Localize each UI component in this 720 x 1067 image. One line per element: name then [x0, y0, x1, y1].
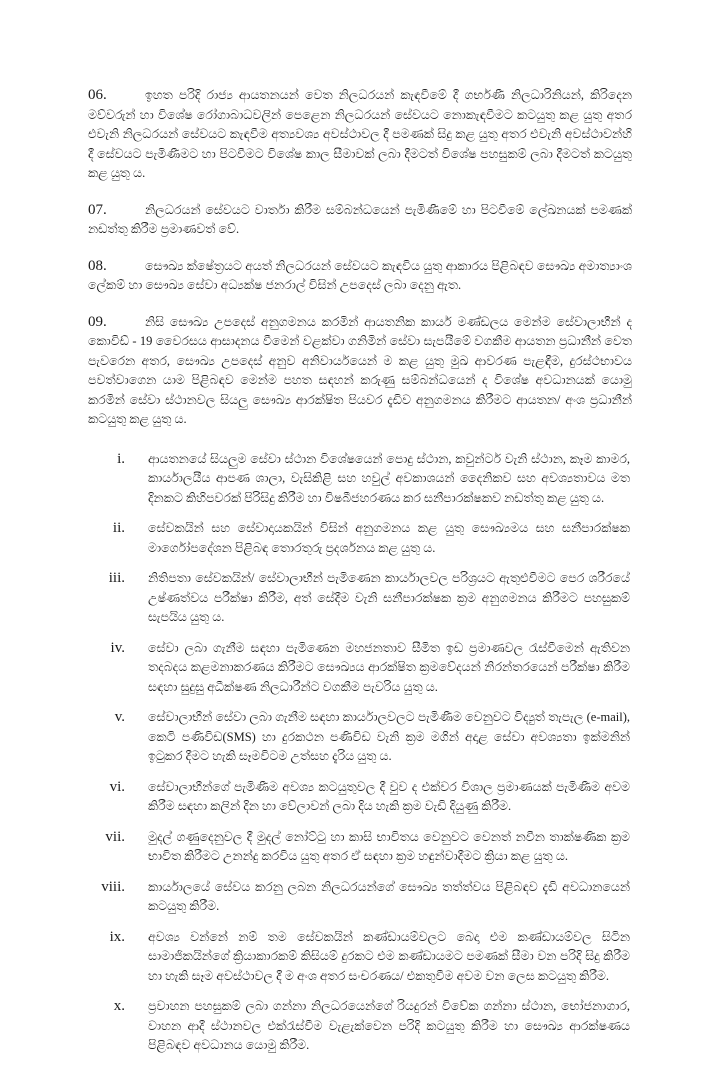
paragraph-09	[88, 313, 632, 430]
paragraph-number: 09.	[88, 313, 107, 330]
document-page	[88, 86, 632, 1067]
item-text: සේවාලාභීන්ගේ පැමිණීම අවශ්‍ය කටයුතුවල දී වුව ද එක්වර විශාල ප්‍රමාණයක් පැමිණීම අවම කිරීම සඳහා කලින් දින හා වේලාවන් ලබා දිය හැකි ක්‍රම වැඩි දියුණු කිරීම.	[148, 779, 630, 813]
item-numeral: v.	[114, 709, 125, 725]
list-item	[88, 997, 632, 1056]
item-numeral: i.	[117, 450, 125, 467]
list-item	[88, 828, 632, 867]
list-item	[88, 450, 632, 509]
item-numeral: x.	[113, 998, 125, 1014]
paragraph-number: 06.	[88, 87, 107, 103]
paragraph-06	[88, 86, 632, 184]
paragraph-text: නිසි සෞඛ්‍ය උපදෙස් අනුගමනය කරමින් ආයතනික කාර්ය මණ්ඩලය මෙන්ම සේවාලාභීන් ද කොවිඩ් - 19 වෛරසය ආසාදනය වීමෙන් වළක්වා ගනිමින් සේවා සැපයීමේ වගකීම ආයතන ප්‍රධානීන් වෙත පැවරෙන අතර, සෞඛ්‍ය උපදෙස් අනුව අනිවාර්යයෙන් ම කළ යුතු මුඛ ආවරණ පැළඳීම, දුරස්ථභාවය පවත්වාගෙන යාම පිළිබඳව මෙන්ම පහත සඳහන් කරුණු සම්බන්ධයෙන් ද විශේෂ අවධානයක් යොමු කරමින් සේවා ස්ථානවල සියලු සෞඛ්‍ය ආරක්ෂිත පියවර දැඩිව අනුගමනය කිරීමට ආයතන/ අංශ ප්‍රධානීන් කටයුතු කළ යුතු ය.	[88, 314, 632, 426]
item-numeral: vii.	[105, 828, 125, 845]
list-item	[88, 519, 632, 558]
list-item	[88, 569, 632, 628]
paragraph-08	[88, 257, 632, 296]
item-text: සේවකයින් සහ සේවාදායකයින් විසින් අනුගමනය කළ යුතු සෞඛ්‍යමය සහ සනීපාරක්ෂක මාර්ගෝපදේශන පිළිබඳ තොරතුරු ප්‍රදර්ශනය කළ යුතු ය.	[148, 521, 630, 555]
list-item	[88, 639, 632, 698]
paragraph-text: ඉහත පරිදි රාජ්‍ය ආයතනයන් වෙත නිලධරයන් කැඳවීමේ දී ගර්භණී නිලධාරිනියන්, කිරිදෙන මව්වරුන් හා විශේෂ රෝගාබාධවලින් පෙළෙන නිලධරයන් සේවයට නොකැඳවීමට කටයුතු කළ යුතු අතර එවැනි නිලධරයන් සේවයට කැඳවීම අත්‍යවශ්‍ය අවස්ථාවල දී පමණක් සිදු කළ යුතු අතර එවැනි අවස්ථාවන්හි දී සේවයට පැමිණීමට හා පිටවීමට විශේෂ කාල සීමාවක් ලබා දීමටත් විශේෂ පහසුකම් ලබා දීමටත් කටයුතු කළ යුතු ය.	[88, 88, 632, 180]
list-item	[88, 878, 632, 917]
item-text: නිතිපතා සේවකයින්/ සේවාලාභීන් පැමිණෙන කාර්යාලවල පරිශ්‍රයට ඇතුළුවීමට පෙර ශරීරයේ උෂ්ණත්වය පරීක්ෂා කිරීම, අත් සේදීම වැනි සනීපාරක්ෂක ක්‍රම අනුගමනය කිරීමට පහසුකම් සැපයිය යුතු ය.	[148, 571, 630, 624]
item-text: අවශ්‍ය වන්නේ නම් තම සේවකයින් කණ්ඩායම්වලට බෙදා එම කණ්ඩායම්වල සිටින සාමාජිකයින්ගේ ක්‍රියාකාරකම් කිසියම් දුරකට එම කණ්ඩායමට පමණක් සීමා වන පරිදි සිදු කිරීම හා හැකි සෑම අවස්ථාවල දී ම අංශ අතර සංචරණය/ එකතුවීම අවම වන ලෙස කටයුතු කිරීම.	[148, 929, 630, 983]
item-numeral: viii.	[101, 878, 125, 895]
item-text: මුදල් ගණුදෙනුවල දී මුදල් නෝට්ටු හා කාසි භාවිතය වෙනුවට වෙනත් නවීන තාක්ෂණික ක්‍රම භාවිත කිරීමට උනන්දු කරවිය යුතු අතර ඒ සඳහා ක්‍රම හඳුන්වාදීමට ක්‍රියා කළ යුතු ය.	[148, 829, 630, 863]
item-text: කාර්යාලයේ සේවය කරනු ලබන නිලධරයන්ගේ සෞඛ්‍ය තත්ත්වය පිළිබඳව දැඩි අවධානයෙන් කටයුතු කිරීම.	[148, 879, 630, 913]
list-item	[88, 708, 632, 767]
paragraph-number: 07.	[88, 201, 107, 218]
item-numeral: iv.	[110, 639, 125, 656]
list-item	[88, 928, 632, 987]
item-text: සේවාලාභීන් සේවා ලබා ගැනීම සඳහා කාර්යාලවලට පැමිණීම වෙනුවට විද්‍යුත් තැපැල (e-mail), කෙටි පණිවිඩ(SMS) හා දුරකථන පණිවිඩ වැනි ක්‍රම මගින් අදාළ සේවා අවශ්‍යතා ඉක්මනින් ඉටුකර දීමට හැකි සෑමවිටම උත්සහ දැරිය යුතු ය.	[148, 710, 630, 763]
item-numeral: ix.	[109, 928, 125, 945]
item-numeral: ii.	[112, 520, 125, 536]
sub-item-list	[88, 450, 632, 1056]
item-numeral: vi.	[109, 778, 125, 795]
item-numeral: iii.	[108, 570, 125, 586]
item-text: ආයතනයේ සියලුම සේවා ස්ථාන විශේෂයෙන් පොදු ස්ථාන, කවුන්ටර් වැනි ස්ථාන, කෑම කාමර, කාර්යාලයීය ආපණ ශාලා, වැසිකිළි සහ හවුල් අවකාශයන් දෛනිකව සහ අවශ්‍යතාවය මත දිනකට කිහිපවරක් පිරිසිදු කිරීම හා විෂබීජහරණය කර සනීපාරක්ෂකව නඩත්තු කළ යුතු ය.	[148, 451, 630, 505]
paragraph-text: නිලධරයන් සේවයට වාර්තා කිරීම සම්බන්ධයෙන් පැමිණීමේ හා පිටවීමේ ලේඛනයක් පමණක් නඩත්තු කිරීම ප්‍රමාණවත් වේ.	[88, 202, 632, 236]
paragraph-text: සෞඛ්‍ය ක්ෂේත්‍රයට අයත් නිලධරයන් සේවයට කැඳවිය යුතු ආකාරය පිළිබඳව සෞඛ්‍ය අමාත්‍යාංශ ලේකම් හා සෞඛ්‍ය සේවා අධ්‍යක්ෂ ජනරාල් විසින් උපදෙස් ලබා දෙනු ඇත.	[88, 258, 632, 292]
item-text: ප්‍රවාහන පහසුකම් ලබා ගන්නා නිලධරයෙන්ගේ රියදුරන් විවේක ගන්නා ස්ථාන, භෝජනාගාර, වාහන ආදී ස්ථානවල එක්රැස්වීම වැළැක්වෙන පරිදි කටයුතු කිරීම හා සෞඛ්‍ය ආරක්ෂණය පිළිබඳව අවධානය යොමු කිරීම.	[148, 999, 630, 1052]
paragraph-07	[88, 201, 632, 240]
paragraph-number: 08.	[88, 257, 107, 274]
item-text: සේවා ලබා ගැනීම සඳහා පැමිණෙන මහජනතාව සීමිත ඉඩ ප්‍රමාණවල රැස්වීමෙන් ඇතිවන තදබදය කළමනාකරණය කිරීමට සෞඛ්‍යය ආරක්ෂිත ක්‍රමවේදයන් නිරන්තරයෙන් පරීක්ෂා කිරීම සඳහා සුදුසු අධීක්ෂණ නිලධාරීන්ට වගකීම පැවරිය යුතු ය.	[148, 640, 630, 694]
list-item	[88, 778, 632, 817]
